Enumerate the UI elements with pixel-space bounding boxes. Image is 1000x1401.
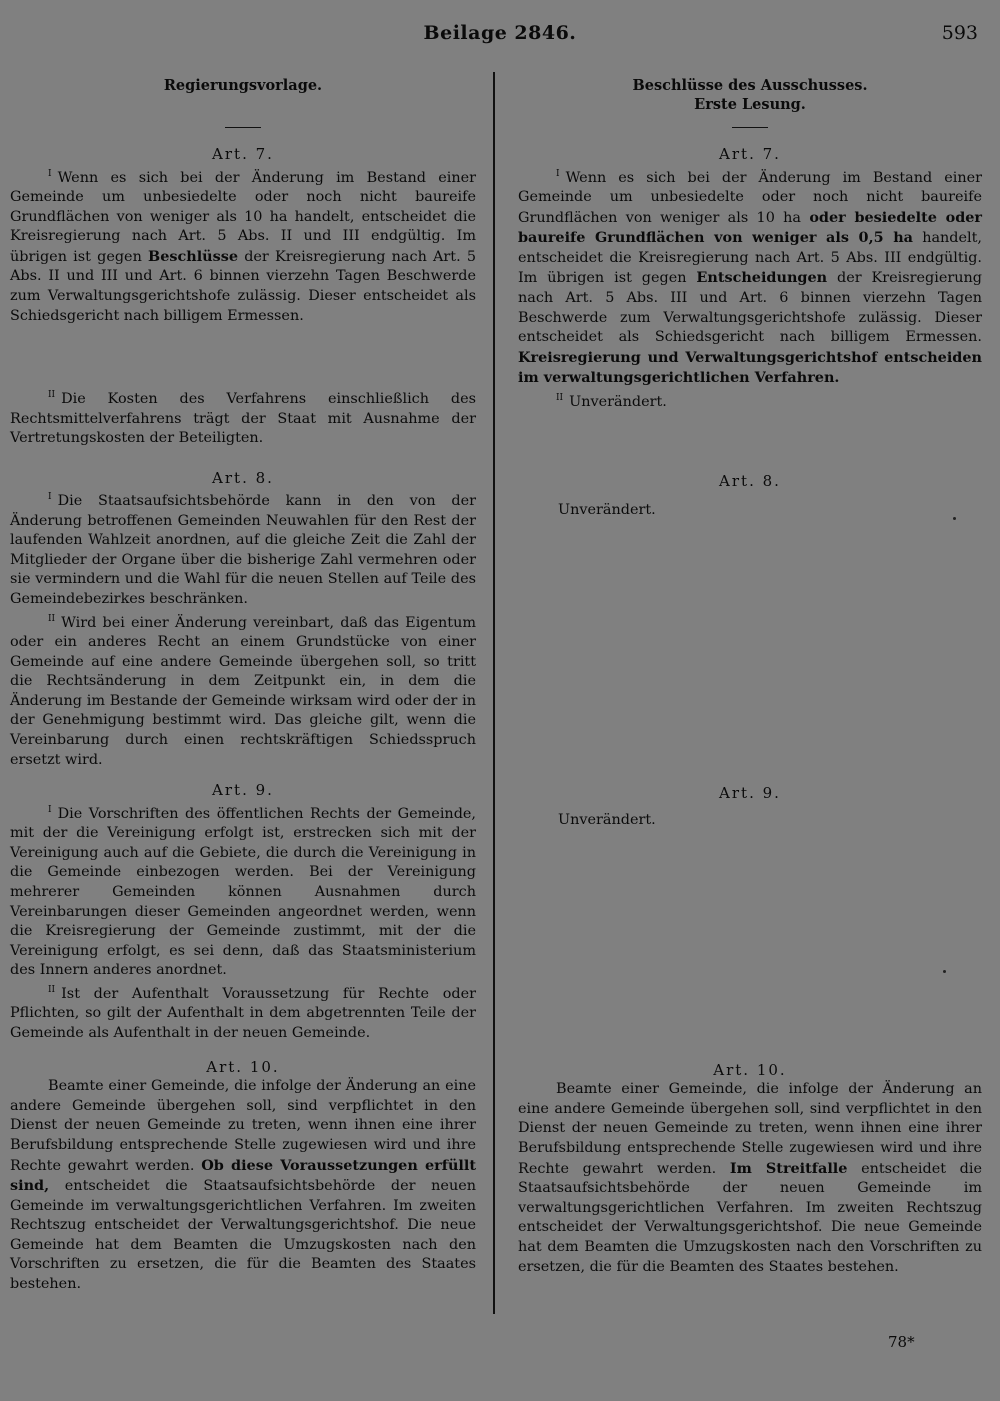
text-segment: Die Vorschriften des öffentlichen Rechts der Gemeinde, mit der die Vereinigung erfolgt ist, erstrecken sich mit der Vereinigung auch auf die Gebiete, die durch die Vereinigung in die Gemeinde einbezogen werden. Bei der Vereinigung mehrerer Gemeinden können Ausnahmen durch Vereinbarungen dieser Gemeinden angeordnet werden, wenn die Kreisregierung der Gemeinde zustimmt, mit der die Vereinigung erfolgt, es sei denn, daß das Staatsministerium des Innern anderes anordnet.	[10, 805, 476, 979]
text-segment: Wenn es sich bei der Änderung im Bestand einer Gemeinde um unbesiedelte oder noch nicht baureife Grundflächen von weniger als 10 ha	[518, 169, 982, 226]
paragraph-number: I	[48, 492, 52, 503]
text-segment: Die Staatsaufsichtsbehörde kann in den von der Änderung betroffenen Gemeinden Neuwahlen für den Rest der laufenden Wahlzeit anordnen, auf die gleiche Zeit die Zahl der Mitglieder der Organe über die bisherige Zahl vermehren oder sie vermindern und die Wahl für die neuen Stellen auf Teile des Gemeindebezirkes beschränken.	[10, 493, 476, 608]
left-art8-paragraph-1	[10, 488, 476, 609]
text-segment: Die Kosten des Verfahrens einschließlich des Rechtsmittelverfahrens trägt der Staat mit Ausnahme der Vertretungskosten der Beteiligten.	[10, 390, 476, 447]
bold-segment: Entscheidungen	[696, 269, 828, 287]
bold-segment: Kreisregierung und Verwaltungsgerichtshof entscheiden im verwaltungsgerichtlichen Verfahren.	[518, 348, 982, 387]
text-segment: der Kreisregierung nach Art. 5 Abs. III und Art. 6 binnen vierzehn Tagen Beschwerde zum Verwaltungsgerichtshofe zulässig. Dieser entscheidet als Schiedsgericht nach billigem Ermessen.	[518, 270, 982, 346]
text-segment: Beamte einer Gemeinde, die infolge der Änderung an eine andere Gemeinde übergehen soll, sind verpflichtet in den Dienst der neuen Gemeinde zu treten, wenn ihnen eine ihrer Berufsbildung entsprechende Stelle zugewiesen wird und ihre Rechte gewahrt werden.	[10, 1078, 476, 1174]
right-column	[518, 72, 982, 1277]
heading-rule	[225, 127, 261, 128]
text-segment: entscheidet die Staatsaufsichtsbehörde der neuen Gemeinde im verwaltungsgerichtlichen Verfahren. Im zweiten Rechtszug entscheidet der Verwaltungsgerichtshof. Die neue Gemeinde hat dem Beamten die Umzugskosten nach den Vorschriften zu ersetzen, die für die Beamten des Staates bestehen.	[518, 1160, 982, 1275]
text-segment: Wird bei einer Änderung vereinbart, daß das Eigentum oder ein anderes Recht an einem Grundstücke von einer Gemeinde auf eine andere Gemeinde übergehen soll, so tritt die Rechtsänderung in dem Zeitpunkt ein, in dem die Änderung im Bestande der Gemeinde wirksam wird oder der in der Genehmigung bestimmt wird. Das gleiche gilt, wenn die Vereinbarung durch einen rechtskräftigen Schiedsspruch ersetzt wird.	[10, 614, 476, 768]
right-column-subheading: Erste Lesung.	[694, 96, 806, 113]
text-segment: entscheidet die Staatsaufsichtsbehörde der neuen Gemeinde im verwaltungsgerichtlichen Verfahren. Im zweiten Rechtszug entscheidet der Verwaltungsgerichtshof. Die neue Gemeinde hat dem Beamten die Umzugskosten nach den Vorschriften zu ersetzen, die für die Beamten des Staates bestehen.	[10, 1178, 476, 1293]
left-art10-title: Art. 10.	[206, 1057, 280, 1076]
right-art9-text: Unverändert.	[558, 812, 656, 829]
paragraph-number: II	[48, 613, 56, 624]
right-art8-text: Unverändert.	[558, 501, 656, 518]
text-segment: handelt, entscheidet die Kreisregierung nach Art. 5 Abs. III endgültig. Im übrigen ist gegen	[518, 230, 982, 287]
left-art9-title: Art. 9.	[212, 781, 274, 800]
left-art7-title: Art. 7.	[212, 145, 274, 163]
right-art7-paragraph-2	[518, 389, 982, 412]
right-art10-paragraph	[518, 1080, 982, 1277]
right-art10-title: Art. 10.	[713, 1060, 787, 1079]
left-art8-paragraph-2	[10, 610, 476, 771]
left-column-heading: Regierungsvorlage.	[163, 77, 323, 94]
speck-mark	[943, 970, 946, 973]
text-segment: Unverändert.	[569, 393, 667, 410]
left-art7-paragraph-2	[10, 386, 476, 449]
paragraph-number: I	[556, 168, 560, 179]
left-art8-title: Art. 8.	[212, 468, 274, 487]
printer-signature: 78*	[888, 1333, 915, 1351]
bold-segment: Ob diese Voraussetzungen erfüllt sind,	[10, 1156, 476, 1195]
left-art9-paragraph-2	[10, 981, 476, 1044]
paragraph-number: II	[48, 984, 56, 995]
page-title: Beilage 2846.	[423, 22, 577, 44]
paragraph-number: I	[48, 168, 52, 179]
left-art7-paragraph-1	[10, 165, 476, 327]
text-segment: Ist der Aufenthalt Voraussetzung für Rechte oder Pflichten, so gilt der Aufenthalt in dem abgetrennten Teile der Gemeinde als Aufenthalt in der neuen Gemeinde.	[10, 985, 476, 1041]
text-segment: Beamte einer Gemeinde, die infolge der Änderung an eine andere Gemeinde übergehen soll, sind verpflichtet in den Dienst der neuen Gemeinde zu treten, wenn ihnen eine ihrer Berufsbildung entsprechende Stelle zugewiesen wird und ihre Rechte gewahrt werden.	[518, 1081, 982, 1177]
paragraph-number: I	[48, 804, 52, 815]
column-divider	[493, 72, 495, 1314]
right-art7-paragraph-1	[518, 165, 982, 389]
bold-segment: Beschlüsse	[148, 247, 238, 265]
right-art7-title: Art. 7.	[719, 145, 781, 163]
right-art8-title: Art. 8.	[719, 472, 781, 491]
text-segment: der Kreisregierung nach Art. 5 Abs. II und III und Art. 6 binnen vierzehn Tagen Beschwerde zum Verwaltungsgerichtshofe zulässig. Dieser entscheidet als Schiedsgericht nach billigem Ermessen.	[10, 248, 477, 324]
heading-rule	[732, 127, 768, 128]
left-art9-paragraph-1	[10, 801, 476, 981]
paragraph-number: II	[48, 390, 56, 401]
paragraph-number: II	[556, 392, 564, 403]
right-column-heading: Beschlüsse des Ausschusses.	[632, 77, 868, 94]
bold-segment: Im Streitfalle	[729, 1159, 848, 1177]
left-column	[10, 72, 476, 1295]
speck-mark	[953, 517, 956, 520]
left-art10-paragraph	[10, 1077, 476, 1295]
page-header	[0, 22, 1000, 52]
bold-segment: oder besiedelte oder baureife Grundflächen von weniger als 0,5 ha	[518, 208, 983, 247]
page-number: 593	[941, 22, 978, 44]
text-segment: Wenn es sich bei der Änderung im Bestand einer Gemeinde um unbesiedelte oder noch nicht baureife Grundflächen von weniger als 10 ha handelt, entscheidet die Kreisregierung nach Art. 5 Abs. II und III endgültig. Im übrigen ist gegen	[10, 169, 476, 265]
right-art9-title: Art. 9.	[719, 783, 781, 802]
